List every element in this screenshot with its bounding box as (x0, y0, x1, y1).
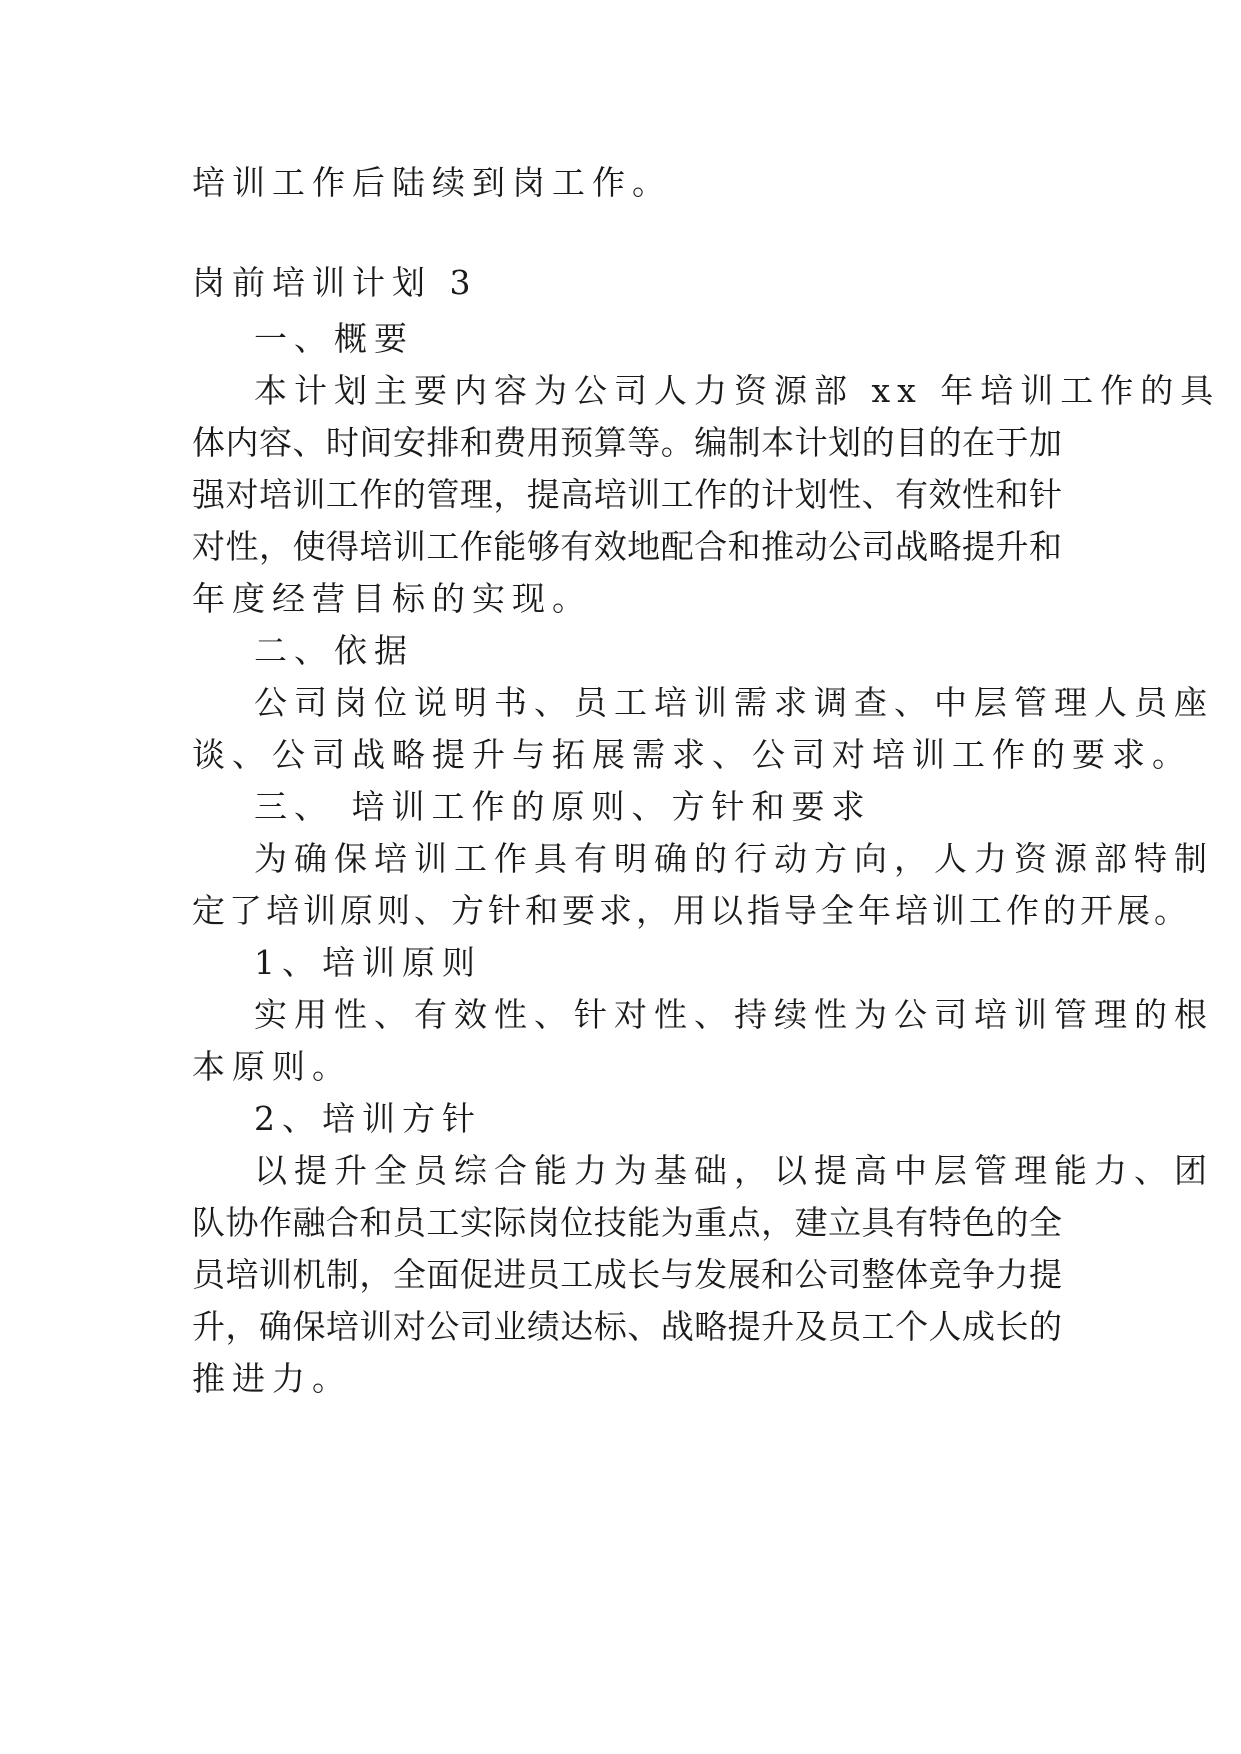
text-line: 为确保培训工作具有明确的行动方向，人力资源部特制 (254, 839, 1214, 878)
text-line: 对性，使得培训工作能够有效地配合和推动公司战略提升和 (192, 527, 1062, 566)
heading-text: 二、依据 (254, 631, 414, 670)
heading-text: 2、培训方针 (254, 1099, 482, 1138)
heading-text: 三、 培训工作的原则、方针和要求 (254, 787, 872, 826)
text-line: 推进力。 (192, 1359, 352, 1398)
text-line: 谈、公司战略提升与拓展需求、公司对培训工作的要求。 (192, 735, 1192, 774)
section-title-text: 岗前培训计划 3 (192, 263, 478, 302)
text-line: 强对培训工作的管理，提高培训工作的计划性、有效性和针 (192, 475, 1062, 514)
text-line: 体内容、时间安排和费用预算等。编制本计划的目的在于加 (192, 423, 1062, 462)
text-line: 本计划主要内容为公司人力资源部 xx 年培训工作的具 (254, 371, 1221, 410)
text-line: 员培训机制，全面促进员工成长与发展和公司整体竞争力提 (192, 1255, 1062, 1294)
text-line: 定了培训原则、方针和要求，用以指导全年培训工作的开展。 (192, 891, 1191, 930)
text-line: 公司岗位说明书、员工培训需求调查、中层管理人员座 (254, 683, 1214, 722)
text-line: 以提升全员综合能力为基础，以提高中层管理能力、团 (254, 1151, 1214, 1190)
heading-text: 1、培训原则 (254, 943, 482, 982)
text-line: 队协作融合和员工实际岗位技能为重点，建立具有特色的全 (192, 1203, 1062, 1242)
text-line: 培训工作后陆续到岗工作。 (192, 163, 672, 202)
text-line: 年度经营目标的实现。 (192, 579, 592, 618)
text-line: 升，确保培训对公司业绩达标、战略提升及员工个人成长的 (192, 1307, 1062, 1346)
heading-text: 一、概要 (254, 319, 414, 358)
text-line: 本原则。 (192, 1047, 352, 1086)
text-line: 实用性、有效性、针对性、持续性为公司培训管理的根 (254, 995, 1214, 1034)
